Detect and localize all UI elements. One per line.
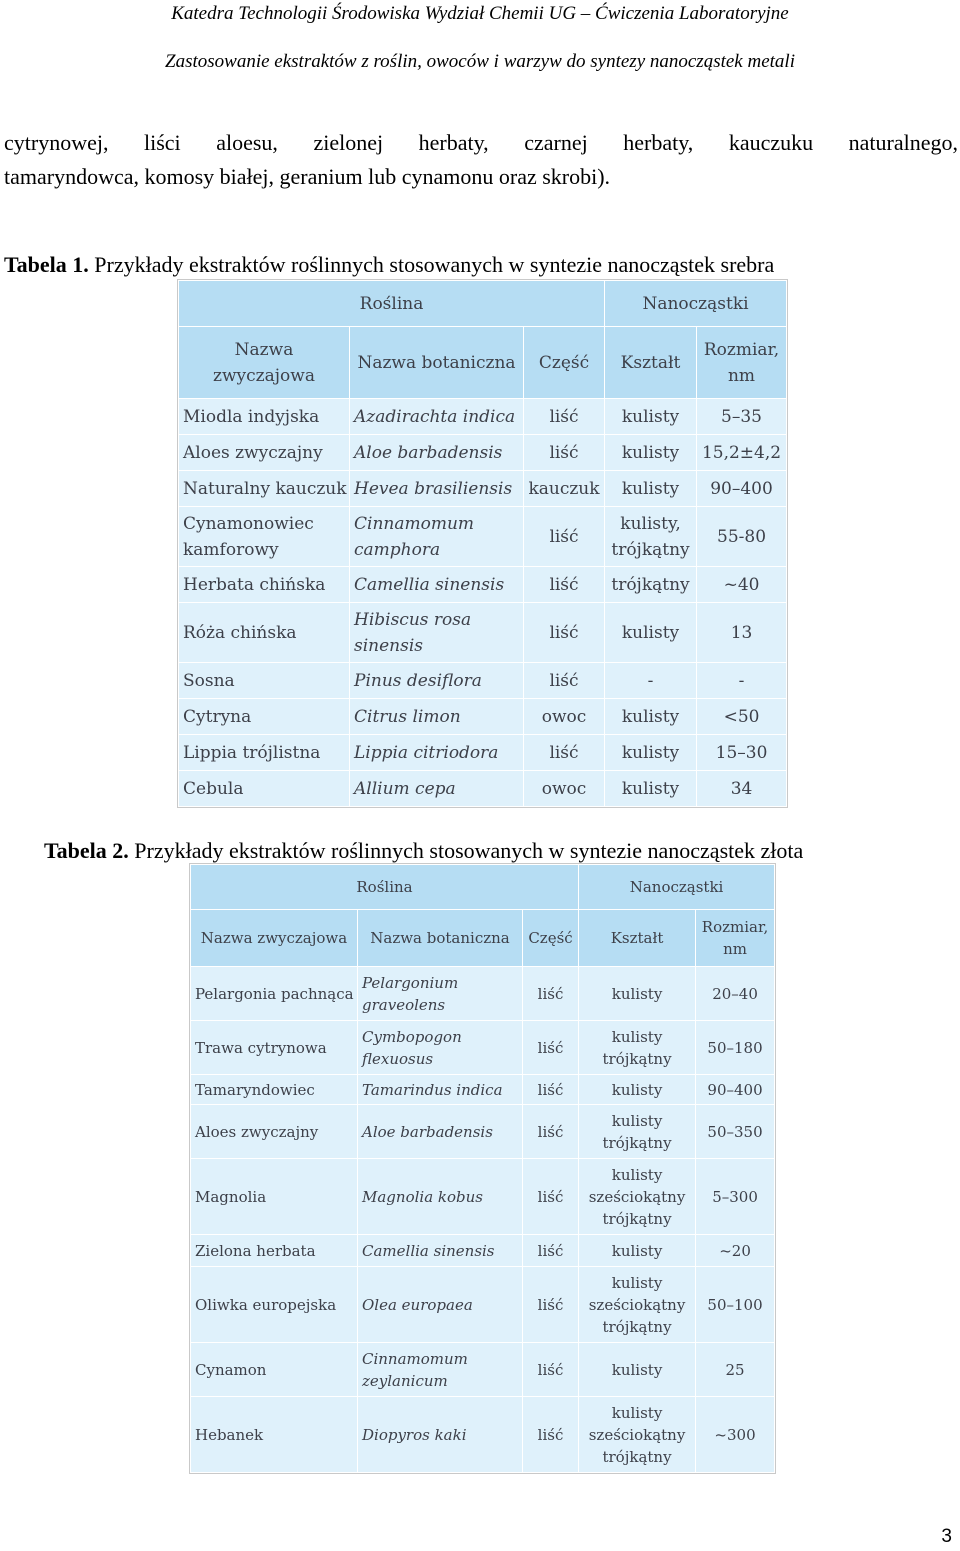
table-row [179, 567, 787, 603]
cell-part: liść [523, 1105, 579, 1159]
cell-part: owoc [524, 699, 605, 735]
column-header-size: Rozmiar, nm [697, 327, 787, 399]
cell-size: ~300 [696, 1397, 775, 1473]
cell-botanical-name: Aloe barbadensis [350, 435, 524, 471]
cell-common-name: Tamaryndowiec [191, 1075, 358, 1105]
table-1-caption-label: Tabela 1. [4, 252, 89, 277]
cell-size: 90–400 [696, 1075, 775, 1105]
cell-part: liść [524, 567, 605, 603]
table-row [191, 1159, 775, 1235]
cell-botanical-name: Aloe barbadensis [358, 1105, 523, 1159]
cell-common-name: Lippia trójlistna [179, 735, 350, 771]
cell-botanical-name: Citrus limon [350, 699, 524, 735]
cell-botanical-name: Tamarindus indica [358, 1075, 523, 1105]
table-row [191, 1075, 775, 1105]
cell-size: 34 [697, 771, 787, 807]
cell-shape: kulisty [605, 471, 697, 507]
cell-part: kauczuk [524, 471, 605, 507]
cell-size: 90–400 [697, 471, 787, 507]
cell-size: 25 [696, 1343, 775, 1397]
cell-part: liść [524, 735, 605, 771]
column-header-part: Część [523, 910, 579, 967]
cell-botanical-name: Pinus desiflora [350, 663, 524, 699]
cell-shape: kulisty [579, 967, 696, 1021]
cell-part: liść [524, 435, 605, 471]
cell-part: liść [524, 663, 605, 699]
cell-shape: kulisty [605, 771, 697, 807]
table-row [191, 1105, 775, 1159]
cell-common-name: Aloes zwyczajny [179, 435, 350, 471]
cell-common-name: Cebula [179, 771, 350, 807]
cell-shape: kulisty, trójkątny [605, 507, 697, 567]
table-row [191, 1397, 775, 1473]
cell-size: 13 [697, 603, 787, 663]
table-row [179, 663, 787, 699]
cell-botanical-name: Pelargonium graveolens [358, 967, 523, 1021]
cell-shape: kulisty trójkątny [579, 1105, 696, 1159]
table-row [179, 435, 787, 471]
cell-common-name: Miodla indyjska [179, 399, 350, 435]
table-1-caption [4, 251, 774, 279]
table-row [179, 699, 787, 735]
cell-part: liść [523, 967, 579, 1021]
cell-botanical-name: Cymbopogon flexuosus [358, 1021, 523, 1075]
cell-shape: - [605, 663, 697, 699]
cell-common-name: Cytryna [179, 699, 350, 735]
table-row [179, 507, 787, 567]
cell-size: <50 [697, 699, 787, 735]
table-row [191, 1267, 775, 1343]
cell-part: liść [523, 1075, 579, 1105]
column-header-botanical-name: Nazwa botaniczna [358, 910, 523, 967]
cell-common-name: Sosna [179, 663, 350, 699]
gold-nanoparticles-table [190, 864, 775, 1473]
cell-common-name: Herbata chińska [179, 567, 350, 603]
table-2-caption-label: Tabela 2. [44, 838, 129, 863]
cell-part: liść [523, 1397, 579, 1473]
cell-size: 55-80 [697, 507, 787, 567]
cell-botanical-name: Hibiscus rosa sinensis [350, 603, 524, 663]
cell-shape: kulisty [605, 699, 697, 735]
cell-shape: kulisty [605, 435, 697, 471]
cell-common-name: Hebanek [191, 1397, 358, 1473]
cell-common-name: Cynamon [191, 1343, 358, 1397]
cell-size: 50–100 [696, 1267, 775, 1343]
table-row [179, 603, 787, 663]
column-header-size: Rozmiar, nm [696, 910, 775, 967]
cell-shape: kulisty [605, 603, 697, 663]
column-header-part: Część [524, 327, 605, 399]
cell-size: 20–40 [696, 967, 775, 1021]
cell-part: liść [523, 1159, 579, 1235]
cell-common-name: Róża chińska [179, 603, 350, 663]
cell-botanical-name: Allium cepa [350, 771, 524, 807]
table-row [179, 471, 787, 507]
cell-shape: kulisty trójkątny [579, 1021, 696, 1075]
intro-paragraph-line-2: tamaryndowca, komosy białej, geranium lub cynamonu oraz skrobi). [4, 164, 611, 189]
cell-size: ~40 [697, 567, 787, 603]
column-header-shape: Kształt [579, 910, 696, 967]
page-number: 3 [941, 1526, 952, 1547]
cell-botanical-name: Diopyros kaki [358, 1397, 523, 1473]
table-row [191, 1021, 775, 1075]
cell-size: 5–35 [697, 399, 787, 435]
cell-shape: kulisty [605, 735, 697, 771]
cell-common-name: Trawa cytrynowa [191, 1021, 358, 1075]
cell-common-name: Pelargonia pachnąca [191, 967, 358, 1021]
table-row [191, 1343, 775, 1397]
running-header-topic: Zastosowanie ekstraktów z roślin, owoców i warzyw do syntezy nanocząstek metali [165, 51, 795, 72]
cell-size: 50–350 [696, 1105, 775, 1159]
cell-shape: kulisty sześciokątny trójkątny [579, 1397, 696, 1473]
cell-size: 5–300 [696, 1159, 775, 1235]
cell-part: liść [524, 507, 605, 567]
cell-shape: kulisty [579, 1235, 696, 1267]
cell-botanical-name: Olea europaea [358, 1267, 523, 1343]
cell-part: liść [524, 399, 605, 435]
intro-paragraph-line-1: cytrynowej, liści aloesu, zielonej herbaty, czarnej herbaty, kauczuku naturalnego, [4, 130, 958, 155]
cell-botanical-name: Lippia citriodora [350, 735, 524, 771]
cell-botanical-name: Cinnamomum camphora [350, 507, 524, 567]
table-row [191, 967, 775, 1021]
table-2-caption [44, 837, 803, 865]
cell-common-name: Oliwka europejska [191, 1267, 358, 1343]
cell-shape: trójkątny [605, 567, 697, 603]
column-header-common-name: Nazwa zwyczajowa [191, 910, 358, 967]
cell-part: owoc [524, 771, 605, 807]
cell-part: liść [524, 603, 605, 663]
cell-size: 15–30 [697, 735, 787, 771]
cell-common-name: Naturalny kauczuk [179, 471, 350, 507]
cell-botanical-name: Hevea brasiliensis [350, 471, 524, 507]
table-row [179, 771, 787, 807]
table-row [179, 735, 787, 771]
running-header-department: Katedra Technologii Środowiska Wydział Chemii UG – Ćwiczenia Laboratoryjne [171, 3, 789, 24]
cell-botanical-name: Cinnamomum zeylanicum [358, 1343, 523, 1397]
cell-shape: kulisty sześciokątny trójkątny [579, 1159, 696, 1235]
cell-size: 50–180 [696, 1021, 775, 1075]
column-header-shape: Kształt [605, 327, 697, 399]
cell-shape: kulisty [605, 399, 697, 435]
cell-shape: kulisty sześciokątny trójkątny [579, 1267, 696, 1343]
table-row [179, 399, 787, 435]
cell-botanical-name: Azadirachta indica [350, 399, 524, 435]
column-header-common-name: Nazwa zwyczajowa [179, 327, 350, 399]
group-header-plant: Roślina [179, 281, 605, 327]
cell-shape: kulisty [579, 1343, 696, 1397]
table-1-caption-text: Przykłady ekstraktów roślinnych stosowanych w syntezie nanocząstek srebra [88, 252, 775, 277]
cell-common-name: Magnolia [191, 1159, 358, 1235]
group-header-nanoparticles: Nanocząstki [579, 865, 775, 910]
cell-common-name: Cynamonowiec kamforowy [179, 507, 350, 567]
cell-botanical-name: Magnolia kobus [358, 1159, 523, 1235]
cell-part: liść [523, 1021, 579, 1075]
cell-size: ~20 [696, 1235, 775, 1267]
cell-part: liść [523, 1267, 579, 1343]
cell-part: liść [523, 1343, 579, 1397]
cell-part: liść [523, 1235, 579, 1267]
column-header-botanical-name: Nazwa botaniczna [350, 327, 524, 399]
cell-botanical-name: Camellia sinensis [358, 1235, 523, 1267]
cell-shape: kulisty [579, 1075, 696, 1105]
cell-common-name: Aloes zwyczajny [191, 1105, 358, 1159]
group-header-nanoparticles: Nanocząstki [605, 281, 787, 327]
cell-botanical-name: Camellia sinensis [350, 567, 524, 603]
cell-size: 15,2±4,2 [697, 435, 787, 471]
cell-common-name: Zielona herbata [191, 1235, 358, 1267]
silver-nanoparticles-table [178, 280, 787, 807]
cell-size: - [697, 663, 787, 699]
table-2-caption-text: Przykłady ekstraktów roślinnych stosowanych w syntezie nanocząstek złota [128, 838, 804, 863]
group-header-plant: Roślina [191, 865, 579, 910]
table-row [191, 1235, 775, 1267]
